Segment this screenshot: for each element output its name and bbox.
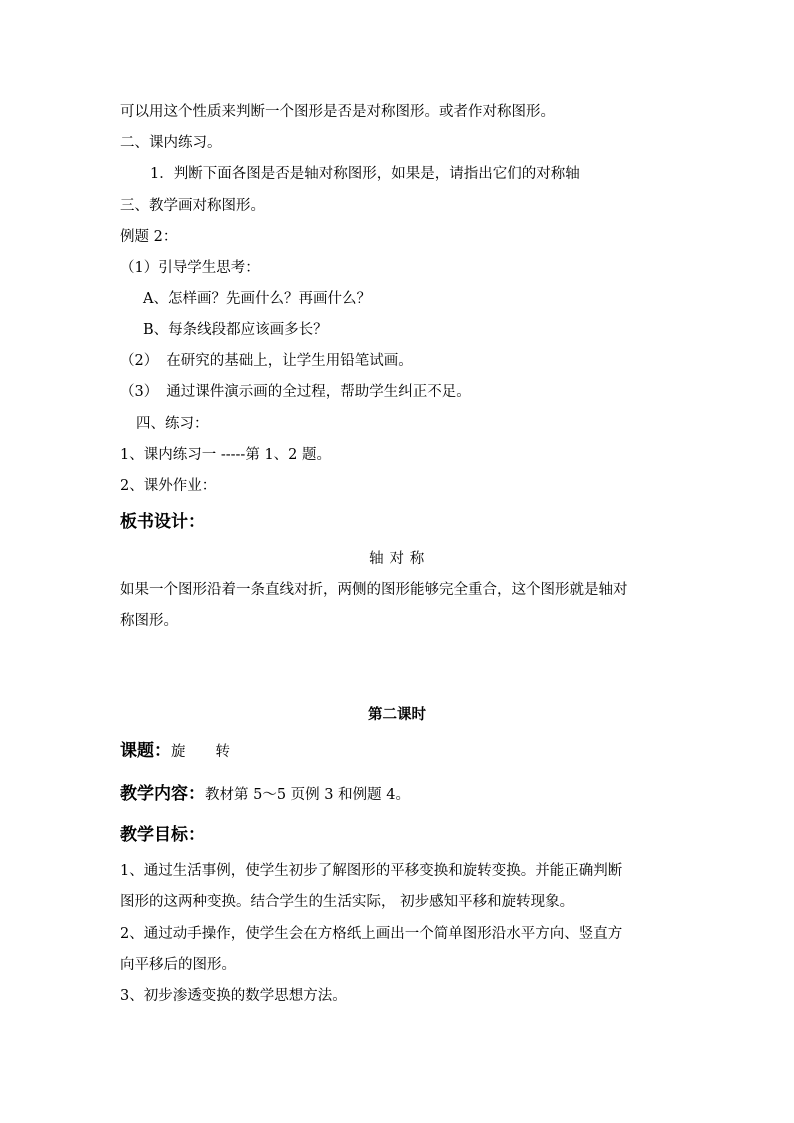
goal-1-line-1: 1、通过生活事例，使学生初步了解图形的平移变换和旋转变换。并能正确判断 [120, 863, 623, 879]
board-design-heading: 板书设计： [120, 512, 205, 532]
goal-3: 3、初步渗透变换的数学思想方法。 [120, 988, 347, 1004]
content-label: 教学内容： [120, 784, 205, 804]
question-b: B、每条线段都应该画多长？ [143, 322, 328, 338]
topic-label: 课题： [120, 741, 171, 761]
practice-item-2: 2、课外作业： [120, 478, 217, 494]
goal-1-line-2: 图形的这两种变换。结合学生的生活实际， 初步感知平移和旋转现象。 [120, 894, 575, 910]
topic-char-1: 旋 [171, 744, 186, 760]
content-line [120, 784, 410, 805]
question-a: A、怎样画？先画什么？再画什么？ [143, 291, 371, 307]
topic-line [120, 741, 230, 762]
section-heading-exercise: 二、课内练习。 [120, 135, 222, 151]
definition-line-2: 称图形。 [120, 613, 178, 629]
board-title: 轴 对 称 [369, 551, 425, 567]
step-1: （1）引导学生思考： [120, 260, 260, 276]
goal-2-line-2: 向平移后的图形。 [120, 957, 236, 973]
step-2-text: 在研究的基础上，让学生用铅笔试画。 [166, 353, 413, 369]
goals-heading: 教学目标： [120, 825, 205, 845]
practice-item-1: 1、课内练习一 -----第 1、2 题。 [120, 447, 331, 463]
example-label: 例题 2： [120, 229, 178, 245]
content-text: 教材第 5～5 页例 3 和例题 4。 [205, 787, 410, 803]
step-3-number: （3） [120, 384, 159, 400]
exercise-item-1: 1．判断下面各图是否是轴对称图形，如果是，请指出它们的对称轴 [150, 166, 580, 182]
definition-line-1: 如果一个图形沿着一条直线对折，两侧的图形能够完全重合，这个图形就是轴对 [120, 582, 628, 598]
section-heading-drawing: 三、教学画对称图形。 [120, 198, 265, 214]
goal-2-line-1: 2、通过动手操作，使学生会在方格纸上画出一个简单图形沿水平方向、竖直方 [120, 926, 623, 942]
lesson-section-title: 第二课时 [368, 706, 426, 723]
step-3 [120, 382, 471, 402]
section-heading-practice: 四、练习： [136, 416, 209, 432]
step-2-number: （2） [120, 353, 159, 369]
step-3-text: 通过课件演示画的全过程，帮助学生纠正不足。 [166, 384, 471, 400]
text-line: 可以用这个性质来判断一个图形是否是对称图形。或者作对称图形。 [120, 104, 555, 120]
topic-char-2: 转 [215, 744, 230, 760]
step-2 [120, 351, 413, 371]
